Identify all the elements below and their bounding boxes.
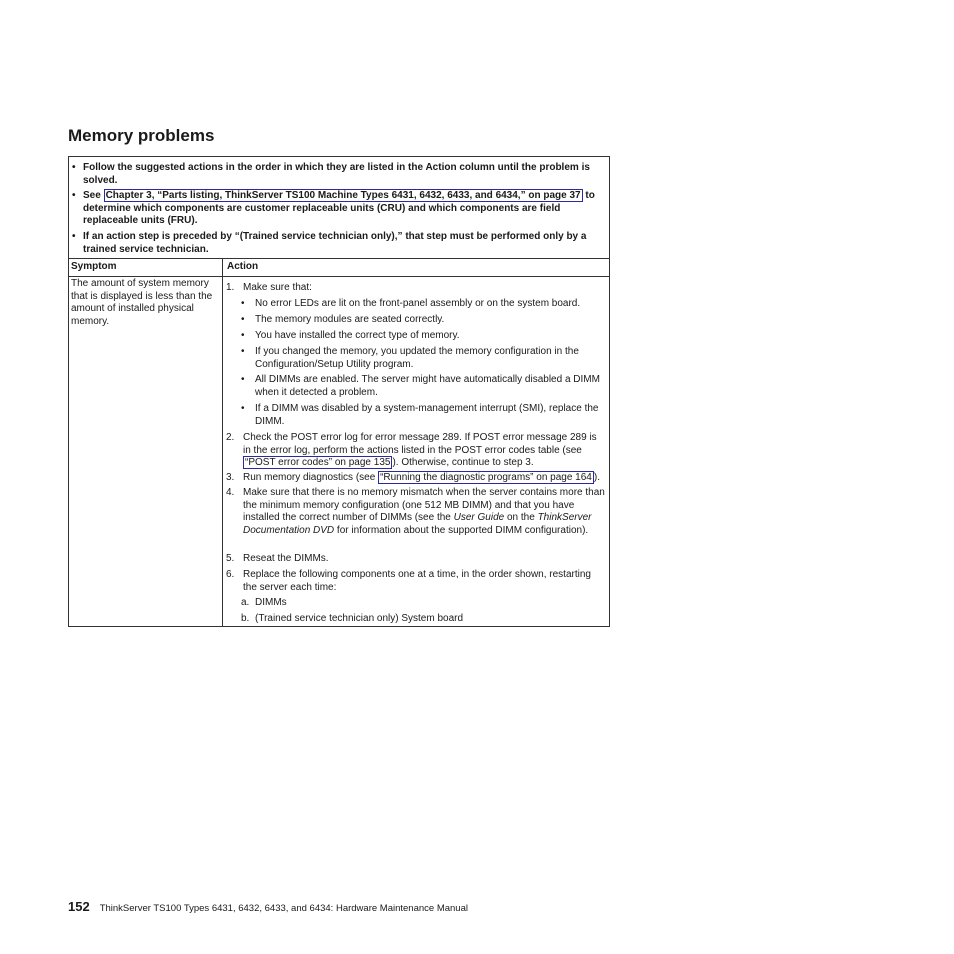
step-text	[243, 487, 605, 537]
chapter-3-link[interactable]: Chapter 3, “Parts listing, ThinkServer TS100 Machine Types 6431, 6432, 6433, and 6434,” on page 37	[105, 190, 581, 201]
instruction-text-post: to determine which components are customer replaceable units (CRU) and which components are field replaceable units (FRU).	[83, 190, 595, 226]
step-text: Replace the following components one at a time, in the order shown, restarting the server each time:	[243, 569, 591, 593]
instruction-text: Follow the suggested actions in the order in which they are listed in the Action column until the problem is solved.	[83, 162, 590, 186]
step-text-mid: on the	[504, 512, 538, 523]
bullet: •	[241, 374, 245, 385]
step-number: 4.	[226, 487, 235, 498]
table-header	[69, 258, 609, 277]
sub-step-letter: a.	[241, 597, 250, 608]
instruction-text-pre: See	[83, 190, 104, 201]
step-text-post: for information about the supported DIMM configuration).	[334, 524, 589, 536]
check-text: All DIMMs are enabled. The server might have automatically disabled a DIMM when it detected a problem.	[255, 374, 600, 398]
user-guide-title: User Guide	[453, 512, 505, 523]
step-text-pre: Check the POST error log for error message 289. If POST error message 289 is in the error log, perform the actions listed in the POST error codes table (see	[243, 432, 597, 456]
step-number: 3.	[226, 472, 235, 483]
step-text: Reseat the DIMMs.	[243, 553, 329, 564]
check-text: You have installed the correct type of memory.	[255, 330, 460, 341]
check-text: If you changed the memory, you updated the memory configuration in the Configuration/Setup Utility program.	[255, 346, 579, 370]
step-number: 1.	[226, 282, 235, 293]
step-text-post: ).	[593, 472, 600, 483]
documentation-dvd-title: ThinkServer Documentation DVD	[243, 512, 592, 536]
instructions-block	[69, 157, 609, 259]
check-text: The memory modules are seated correctly.	[255, 314, 445, 325]
column-divider	[222, 258, 223, 626]
instruction-text	[83, 190, 605, 228]
step-number: 2.	[226, 432, 235, 443]
action-column-header: Action	[227, 261, 259, 272]
bullet: •	[241, 330, 245, 341]
step-text	[243, 432, 605, 470]
symptom-cell: The amount of system memory that is displayed is less than the amount of installed physical memory.	[71, 278, 213, 327]
bullet: •	[241, 298, 245, 309]
page-footer	[68, 900, 468, 916]
bullet: •	[241, 346, 245, 357]
bullet: •	[72, 231, 76, 242]
page-title: Memory problems	[68, 126, 215, 145]
step-text: Make sure that:	[243, 282, 312, 293]
sub-step-text: DIMMs	[255, 597, 287, 608]
sub-step-text: (Trained service technician only) System board	[255, 613, 464, 624]
step-number: 6.	[226, 569, 235, 580]
bullet: •	[241, 403, 245, 414]
step-text-pre: Make sure that there is no memory mismatch when the server contains more than the minimum memory configuration (one 512 MB DIMM) and that you have installed the correct number of DIMMs (see the	[243, 487, 605, 523]
step-text-pre: Run memory diagnostics (see	[243, 472, 379, 483]
bullet: •	[72, 162, 76, 173]
manual-title: ThinkServer TS100 Types 6431, 6432, 6433, and 6434: Hardware Maintenance Manual	[99, 903, 468, 914]
memory-problems-table	[68, 156, 610, 627]
instruction-text: If an action step is preceded by “(Trained service technician only),” that step must be performed only by a trained service technician.	[83, 231, 587, 255]
step-number: 5.	[226, 553, 235, 564]
bullet: •	[241, 314, 245, 325]
sub-step-letter: b.	[241, 613, 250, 624]
page-number: 152	[68, 899, 90, 914]
check-text: If a DIMM was disabled by a system-management interrupt (SMI), replace the DIMM.	[255, 403, 599, 427]
check-text: No error LEDs are lit on the front-panel assembly or on the system board.	[255, 298, 581, 309]
diagnostic-programs-link[interactable]: “Running the diagnostic programs” on page 164	[380, 472, 592, 483]
symptom-column-header: Symptom	[71, 261, 117, 272]
post-error-codes-link[interactable]: “POST error codes” on page 135	[245, 457, 391, 468]
step-text	[243, 472, 605, 485]
bullet: •	[72, 190, 76, 201]
step-text-post: ). Otherwise, continue to step 3.	[392, 457, 534, 468]
